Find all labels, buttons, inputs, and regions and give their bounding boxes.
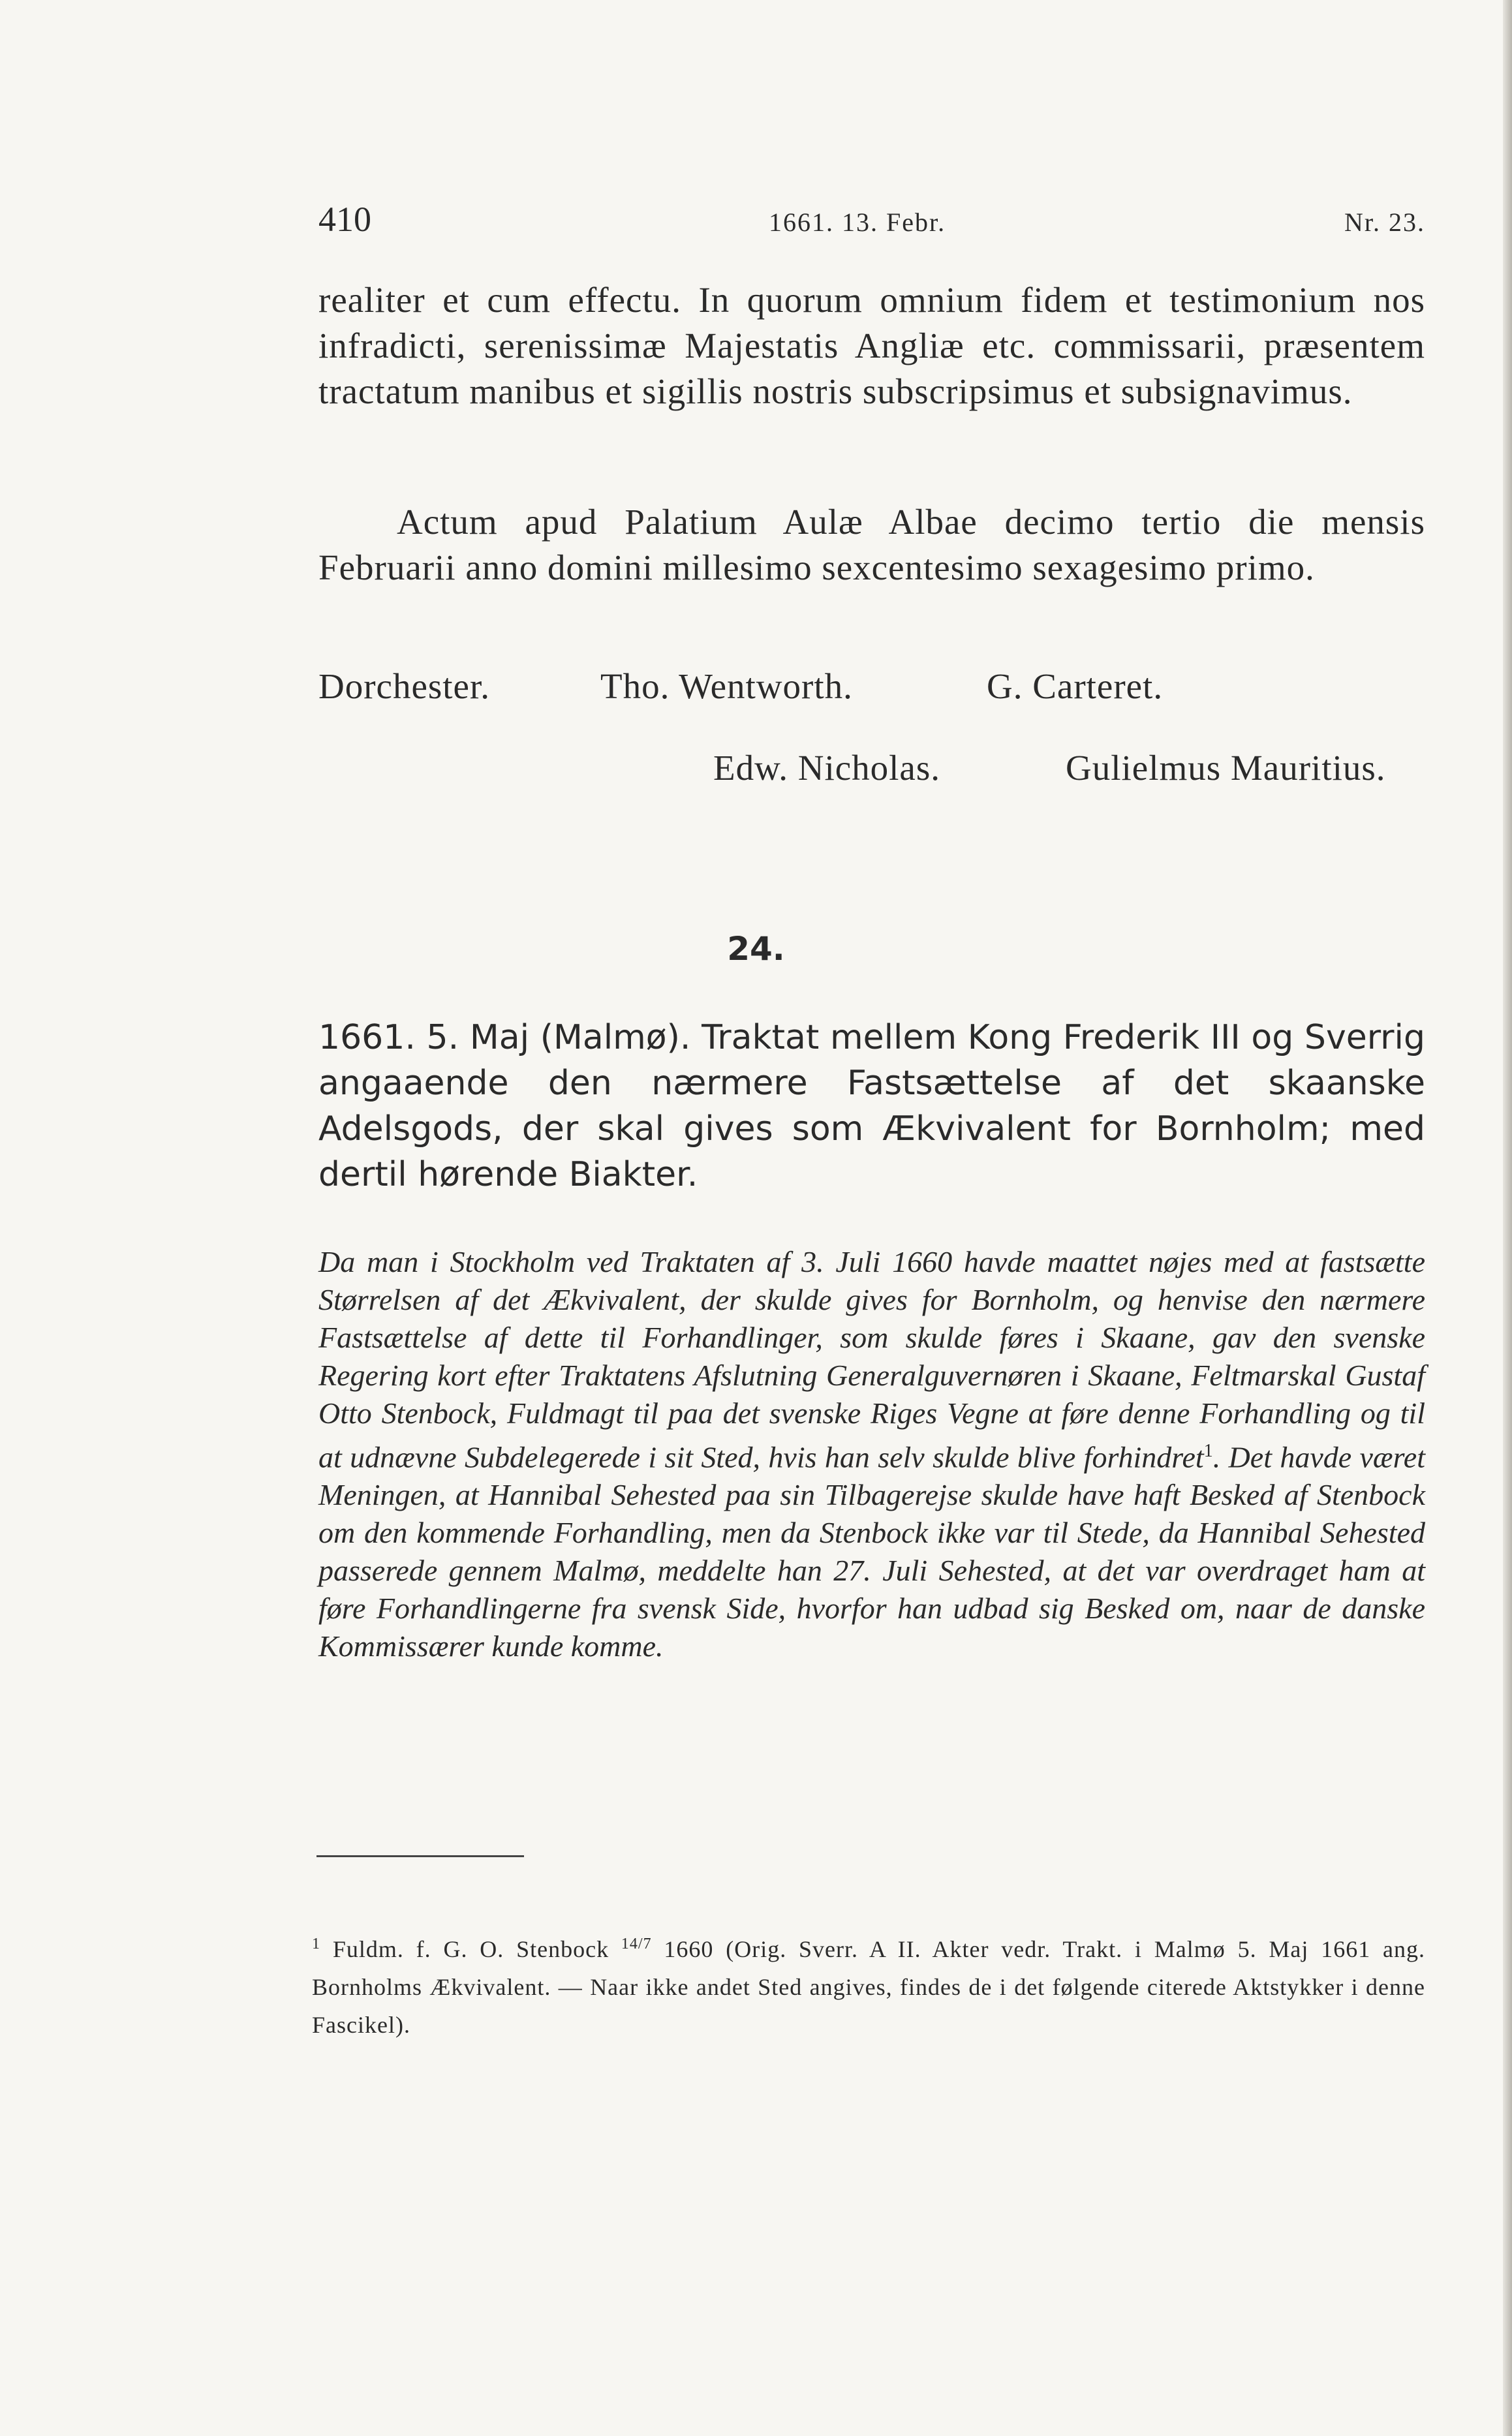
signature-wentworth: Tho. Wentworth. xyxy=(600,666,853,706)
page-edge xyxy=(1503,0,1512,2436)
running-header xyxy=(318,199,1425,245)
intro-text-2: . Det havde været Meningen, at Hannibal Sehested paa sin Tilbagerejse skulde have haft Besked af Stenbock om den kommende Forhandling, men da Stenbock ikke var til Stede, da Hannibal Sehested passerede gennem Malmø, meddelte han 27. Juli Sehested, at det var overdraget ham at føre Forhandlingerne fra svensk Side, hvorfor han udbad sig Besked om, naar de danske Kommissærer kunde komme. xyxy=(318,1440,1425,1663)
header-doc-ref: Nr. 23. xyxy=(1344,208,1425,237)
signature-mauritius: Gulielmus Mauritius. xyxy=(1066,748,1386,788)
document-heading xyxy=(318,1015,1425,1197)
document-number: 24. xyxy=(727,930,785,968)
body-paragraph-1: realiter et cum effectu. In quorum omnium fidem et testimonium nos infradicti, serenissimæ Majestatis Angliæ etc. commissarii, præsentem tractatum manibus et sigillis nostris subscripsimus et subsignavimus. xyxy=(318,280,1425,411)
body-paragraph-2: Actum apud Palatium Aulæ Albae decimo tertio die mensis Februarii anno domini millesimo sexcentesimo sexagesimo primo. xyxy=(318,502,1425,587)
heading-title: Traktat mellem Kong Frederik III og Sverrig angaaende den nærmere Fastsættelse af det skaanske Adelsgods, der skal gives som Ækvivalent for Bornholm; med dertil hørende Biakter. xyxy=(318,1018,1426,1194)
footnote-mark: 1 xyxy=(312,1935,320,1952)
footnote-text-1: Fuldm. f. G. O. Stenbock xyxy=(332,1936,621,1962)
signature-dorchester: Dorchester. xyxy=(318,666,490,706)
footnote-divider xyxy=(316,1855,524,1857)
footnote xyxy=(312,1925,1425,2044)
intro-text-1: Da man i Stockholm ved Traktaten af 3. Juli 1660 havde maattet nøjes med at fastsætte Størrelsen af det Ækvivalent, der skulde gives for Bornholm, og henvise den nærmere Fastsættelse af dette til Forhandlinger, som skulde føres i Skaane, gav den svenske Regering kort efter Traktatens Afslutning Generalguvernøren i Skaane, Feltmarskal Gustaf Otto Stenbock, Fuldmagt til paa det svenske Riges Vegne at føre denne Forhandling og til at udnævne Subdelegerede i sit Sted, hvis han selv skulde blive forhindret xyxy=(318,1245,1425,1474)
signature-carteret: G. Carteret. xyxy=(987,666,1164,706)
introduction-paragraph xyxy=(318,1243,1425,1665)
footnote-text-2: 1660 (Orig. Sverr. A II. Akter vedr. Trakt. i Malmø 5. Maj 1661 ang. Bornholms Ækvivalent. — Naar ikke andet Sted angives, findes de i det følgende citerede Aktstykker i denne Fascikel). xyxy=(312,1936,1426,2038)
page-number: 410 xyxy=(318,200,371,239)
signature-nicholas: Edw. Nicholas. xyxy=(713,748,941,788)
header-date: 1661. 13. Febr. xyxy=(769,208,946,237)
footnote-reference: 1 xyxy=(1203,1441,1213,1461)
heading-date: 1661. 5. Maj (Malmø). xyxy=(318,1018,691,1057)
footnote-date-fraction: 14/7 xyxy=(621,1935,652,1952)
